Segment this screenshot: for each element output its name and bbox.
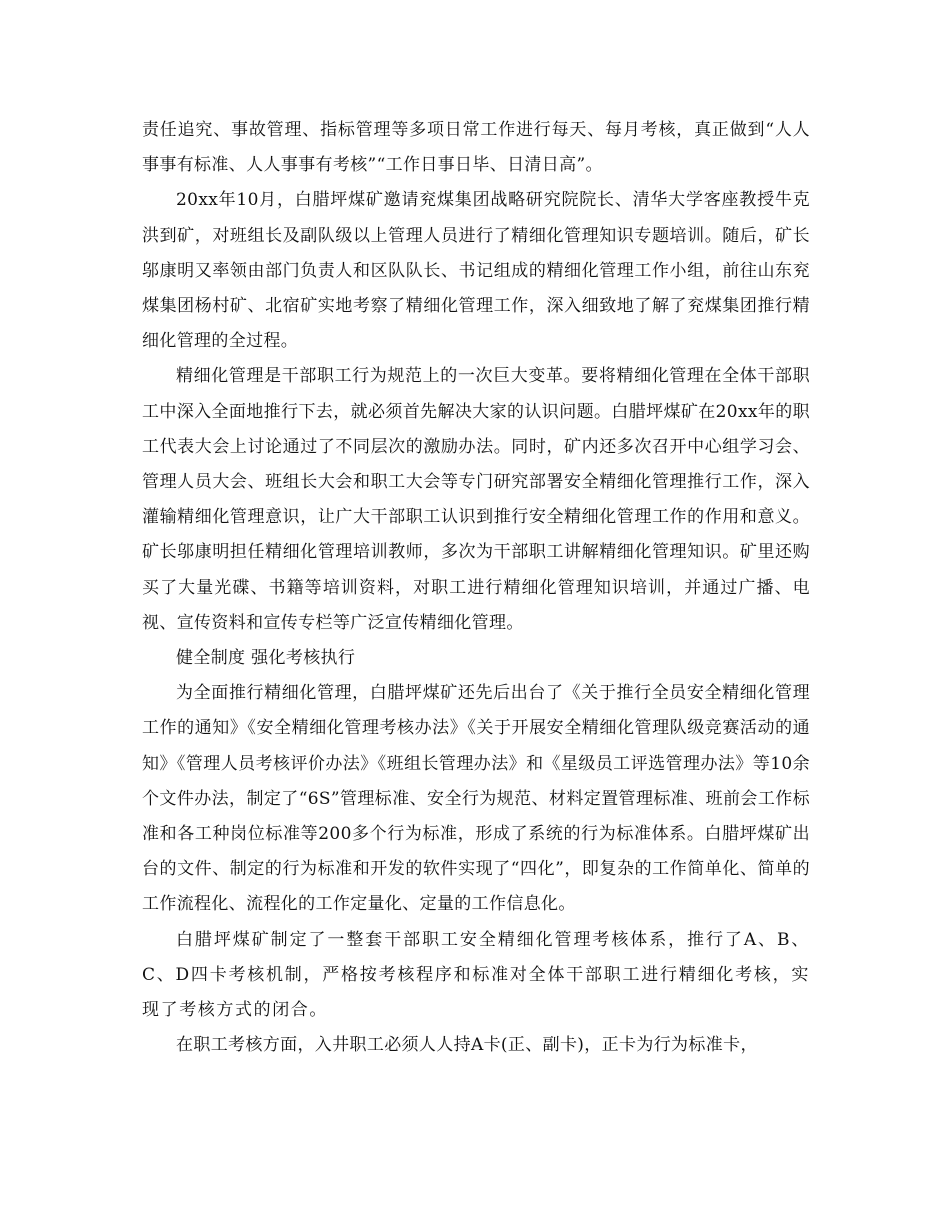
paragraph-6: 在职工考核方面，入井职工必须人人持A卡(正、副卡)，正卡为行为标准卡， <box>176 1035 758 1056</box>
document-body <box>142 113 810 1063</box>
paragraph-1: 责任追究、事故管理、指标管理等多项日常工作进行每天、每月考核，真正做到“人人事事有标准、人人事事有考核”“工作日事日毕、日清日高”。 <box>142 120 810 176</box>
paragraph-4: 为全面推行精细化管理，白腊坪煤矿还先后出台了《关于推行全员安全精细化管理工作的通知》《安全精细化管理考核办法》《关于开展安全精细化管理队级竞赛活动的通知》《管理人员考核评价办法》《班组长管理办法》和《星级员工评选管理办法》等10余个文件办法，制定了“6S”管理标准、安全行为规范、材料定置管理标准、班前会工作标准和各工种岗位标准等200多个行为标准，形成了系统的行为标准体系。白腊坪煤矿出台的文件、制定的行为标准和开发的软件实现了“四化”，即复杂的工作简单化、简单的工作流程化、流程化的工作定量化、定量的工作信息化。 <box>142 683 810 915</box>
paragraph-3: 精细化管理是干部职工行为规范上的一次巨大变革。要将精细化管理在全体干部职工中深入全面地推行下去，就必须首先解决大家的认识问题。白腊坪煤矿在20xx年的职工代表大会上讨论通过了不同层次的激励办法。同时，矿内还多次召开中心组学习会、管理人员大会、班组长大会和职工大会等专门研究部署安全精细化管理推行工作，深入灌输精细化管理意识，让广大干部职工认识到推行安全精细化管理工作的作用和意义。矿长邬康明担任精细化管理培训教师，多次为干部职工讲解精细化管理知识。矿里还购买了大量光碟、书籍等培训资料，对职工进行精细化管理知识培训，并通过广播、电视、宣传资料和宣传专栏等广泛宣传精细化管理。 <box>142 366 810 633</box>
paragraph-2: 20xx年10月，白腊坪煤矿邀请兖煤集团战略研究院院长、清华大学客座教授牛克洪到矿，对班组长及副队级以上管理人员进行了精细化管理知识专题培训。随后，矿长邬康明又率领由部门负责人和区队队长、书记组成的精细化管理工作小组，前往山东兖煤集团杨村矿、北宿矿实地考察了精细化管理工作，深入细致地了解了兖煤集团推行精细化管理的全过程。 <box>142 190 810 352</box>
section-heading: 健全制度 强化考核执行 <box>176 648 356 669</box>
paragraph-5: 白腊坪煤矿制定了一整套干部职工安全精细化管理考核体系，推行了A、B、C、D四卡考核机制，严格按考核程序和标准对全体干部职工进行精细化考核，实现了考核方式的闭合。 <box>142 929 810 1021</box>
